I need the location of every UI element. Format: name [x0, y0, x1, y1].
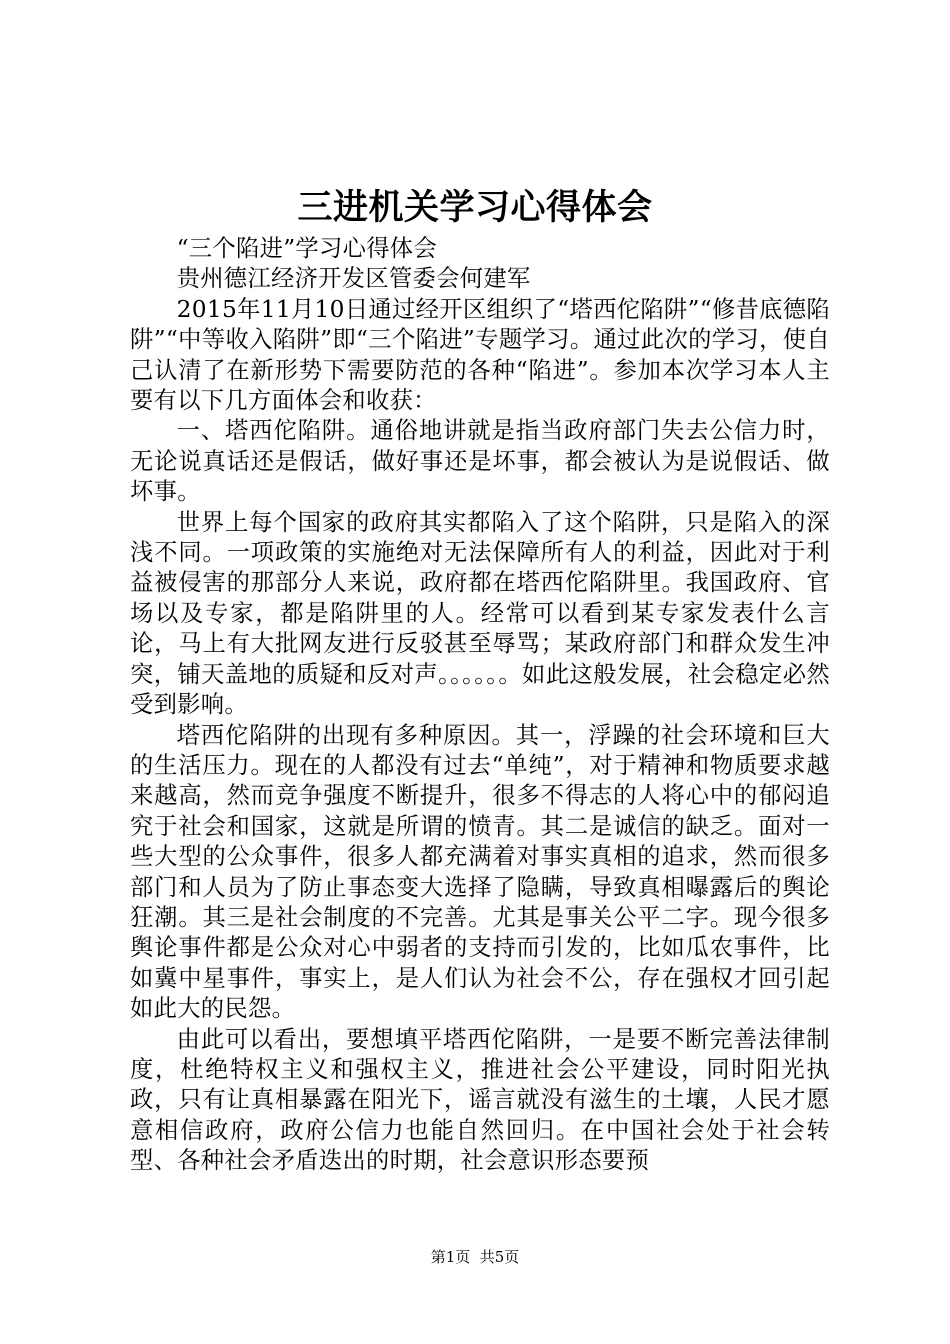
body-paragraph: 2015年11月10日通过经开区组织了“塔西佗陷阱”“修昔底德陷阱”“中等收入陷阱”即“三个陷进”专题学习。通过此次的学习，使自己认清了在新形势下需要防范的各种“陷进”。参加本次学习本人主要有以下几方面体会和收获：	[130, 295, 830, 415]
body-paragraph: 塔西佗陷阱的出现有多种原因。其一，浮躁的社会环境和巨大的生活压力。现在的人都没有过去“单纯”，对于精神和物质要求越来越高，然而竞争强度不断提升，很多不得志的人将心中的郁闷追究于社会和国家，这就是所谓的愤青。其二是诚信的缺乏。面对一些大型的公众事件，很多人都充满着对事实真相的追求，然而很多部门和人员为了防止事态变大选择了隐瞒，导致真相曝露后的舆论狂潮。其三是社会制度的不完善。尤其是事关公平二字。现今很多舆论事件都是公众对心中弱者的支持而引发的，比如瓜农事件，比如冀中星事件，事实上，是人们认为社会不公，存在强权才回引起如此大的民怨。	[130, 721, 830, 1023]
subtitle-paragraph: “三个陷进”学习心得体会	[176, 235, 437, 262]
page-footer	[0, 1246, 950, 1267]
page-number-label: 第1页 共5页	[430, 1248, 520, 1266]
document-body	[130, 234, 830, 1177]
body-paragraph: 世界上每个国家的政府其实都陷入了这个陷阱，只是陷入的深浅不同。一项政策的实施绝对无法保障所有人的利益，因此对于利益被侵害的那部分人来说，政府都在塔西佗陷阱里。我国政府、官场以及专家，都是陷阱里的人。经常可以看到某专家发表什么言论，马上有大批网友进行反驳甚至辱骂；某政府部门和群众发生冲突，铺天盖地的质疑和反对声。。。。。。如此这般发展，社会稳定必然受到影响。	[130, 508, 830, 719]
body-paragraph: 由此可以看出，要想填平塔西佗陷阱，一是要不断完善法律制度，杜绝特权主义和强权主义，推进社会公平建设，同时阳光执政，只有让真相暴露在阳光下，谣言就没有滋生的土壤，人民才愿意相信政府，政府公信力也能自然回归。在中国社会处于社会转型、各种社会矛盾迭出的时期，社会意识形态要预	[130, 1025, 830, 1175]
document-title: 三进机关学习心得体会	[297, 187, 653, 228]
author-paragraph: 贵州德江经济开发区管委会何建军	[176, 265, 531, 293]
body-paragraph: 一、塔西佗陷阱。通俗地讲就是指当政府部门失去公信力时，无论说真话还是假话，做好事还是坏事，都会被认为是说假话、做坏事。	[130, 417, 830, 506]
